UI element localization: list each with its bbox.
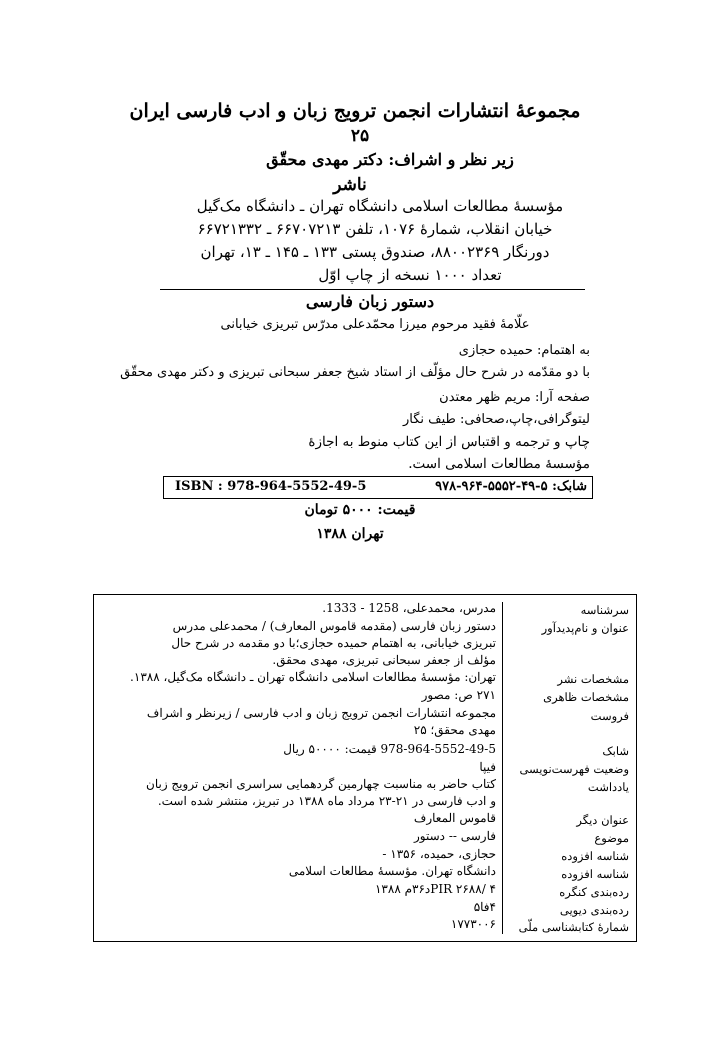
place-year: تهران ۱۳۸۸ bbox=[316, 526, 384, 542]
catalog-value: PIR ۲۶۸۸/ ۴د۳۶م ۱۳۸۸ bbox=[374, 882, 496, 896]
divider bbox=[160, 289, 585, 290]
author-line: علّامهٔ فقید مرحوم میرزا محمّدعلی مدرّس تبریزی خیابانی bbox=[220, 317, 530, 332]
catalog-value: دانشگاه تهران. مؤسسهٔ مطالعات اسلامی bbox=[288, 864, 496, 878]
editor-line: به اهتمام: حمیده حجازی bbox=[458, 343, 590, 358]
catalog-value: تبریزی خیابانی، به اهتمام حمیده حجازی؛با دو مقدمه در شرح حال bbox=[171, 636, 496, 650]
catalog-label: سرشناسه bbox=[580, 603, 629, 617]
catalog-value: ۴فا۵ bbox=[473, 900, 496, 914]
publisher-heading: ناشر bbox=[333, 175, 367, 195]
catalog-value: فارسی -- دستور bbox=[414, 829, 496, 843]
catalog-value: تهران: مؤسسهٔ مطالعات اسلامی دانشگاه تهران ـ دانشگاه مک‌گیل، ۱۳۸۸. bbox=[130, 670, 496, 684]
catalog-label: فروست bbox=[590, 709, 629, 723]
catalog-value: مجموعه انتشارات انجمن ترویج زبان و ادب فارسی / زیرنظر و اشراف bbox=[146, 706, 496, 720]
rights-notice-line2: مؤسسهٔ مطالعات اسلامی است. bbox=[408, 456, 590, 472]
catalog-value: ۲۷۱ ص: مصور bbox=[421, 688, 496, 702]
supervision-line: زیر نظر و اشراف: دکتر مهدی محقّق bbox=[266, 150, 514, 169]
catalog-label: عنوان دیگر bbox=[576, 813, 629, 827]
catalog-value: کتاب حاضر به مناسبت چهارمین گردهمایی سراسری انجمن ترویج زبان bbox=[146, 777, 496, 791]
catalog-value: دستور زبان فارسی (مقدمه قاموس المعارف) / محمدعلی مدرس bbox=[172, 619, 496, 633]
catalog-label: رده‌بندی دیویی bbox=[559, 903, 629, 917]
catalog-value: 978-964-5552-49-5 قیمت: ۵۰۰۰۰ ریال bbox=[283, 742, 496, 756]
catalog-label: مشخصات نشر bbox=[557, 672, 629, 686]
catalog-label: رده‌بندی کنگره bbox=[559, 885, 629, 899]
catalog-label: موضوع bbox=[594, 831, 629, 845]
print-run: تعداد ۱۰۰۰ نسخه از چاپ اوّل bbox=[318, 266, 502, 284]
catalog-value: فیپا bbox=[479, 760, 496, 774]
catalog-label: وضعیت فهرست‌نویسی bbox=[519, 762, 629, 776]
publisher-name: مؤسسهٔ مطالعات اسلامی دانشگاه تهران ـ دانشگاه مک‌گیل bbox=[196, 197, 564, 215]
price: قیمت: ۵۰۰۰ تومان bbox=[304, 502, 416, 518]
catalog-value: مهدی محقق؛ ۲۵ bbox=[413, 723, 496, 737]
publisher-fax-pobox: دورنگار ۸۸۰۰۲۳۶۹، صندوق پستی ۱۳۳ ـ ۱۴۵ ـ ۱۳، تهران bbox=[200, 243, 550, 261]
book-title: دستور زبان فارسی bbox=[305, 292, 435, 311]
isbn-persian: شابک: ۵-۴۹-۵۵۵۲-۹۶۴-۹۷۸ bbox=[435, 479, 587, 494]
catalog-value: حجازی، حمیده، ۱۳۵۶ - bbox=[382, 847, 496, 861]
catalog-label: مشخصات ظاهری bbox=[543, 690, 629, 704]
isbn-latin: ISBN : 978-964-5552-49-5 bbox=[175, 479, 367, 494]
catalog-value: و ادب فارسی در ۲۱-۲۳ مرداد ماه ۱۳۸۸ در تبریز، منتشر شده است. bbox=[157, 794, 496, 808]
catalog-label: شناسه افزوده bbox=[561, 867, 629, 881]
introductions-line: با دو مقدّمه در شرح حال مؤلّف از استاد شیخ جعفر سبحانی تبریزی و دکتر مهدی محقّق bbox=[120, 365, 590, 380]
catalog-label: عنوان و نام‌پدیدآور bbox=[541, 621, 629, 635]
catalog-value: مدرس، محمدعلی، 1258 - 1333. bbox=[322, 601, 496, 615]
publisher-address: خیابان انقلاب، شمارهٔ ۱۰۷۶، تلفن ۶۶۷۰۷۲۱۳ ـ ۶۶۷۲۱۳۳۲ bbox=[197, 220, 553, 238]
catalog-label: یادداشت bbox=[587, 780, 629, 794]
catalog-label: شناسه افزوده bbox=[561, 849, 629, 863]
catalog-divider bbox=[502, 602, 503, 934]
catalog-value: ۱۷۷۳۰۰۶ bbox=[450, 917, 496, 931]
rights-notice-line1: چاپ و ترجمه و اقتباس از این کتاب منوط به اجازهٔ bbox=[308, 434, 590, 450]
layout-credit: صفحه آرا: مریم ظهر معتدن bbox=[439, 390, 590, 405]
catalog-value: مؤلف از جعفر سبحانی تبریزی، مهدی محقق. bbox=[272, 653, 496, 667]
catalog-label: شمارهٔ کتابشناسی ملّی bbox=[518, 920, 629, 934]
series-number: ۲۵ bbox=[350, 126, 370, 146]
catalog-value: قاموس المعارف bbox=[413, 811, 496, 825]
series-title: مجموعهٔ انتشارات انجمن ترویج زبان و ادب فارسی ایران bbox=[129, 100, 581, 122]
catalog-label: شابک bbox=[602, 744, 629, 758]
lithography-credit: لیتوگرافی،چاپ،صحافی: طیف نگار bbox=[402, 412, 590, 427]
